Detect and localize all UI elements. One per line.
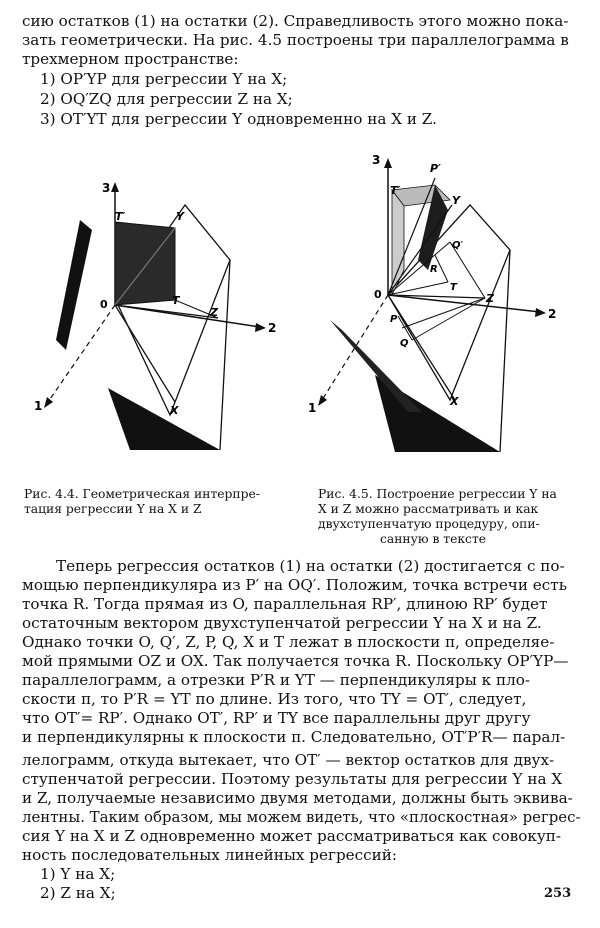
label-t: T — [172, 294, 180, 307]
vector-ox — [388, 295, 455, 400]
label-q: Q — [400, 338, 409, 349]
label-t-prime: T′ — [390, 184, 401, 197]
label-axis-3: 3 — [102, 181, 111, 195]
body-line-12: ступенчатой регрессии. Поэтому результаты для регрессии Y на X — [22, 770, 563, 788]
list-a-item-3: 3) OT′YT для регрессии Y одновременно на X и Z. — [40, 110, 437, 128]
list-b-item-2: 2) Z на X; — [40, 884, 116, 902]
line-pz — [402, 298, 485, 328]
label-axis-2: 2 — [268, 321, 277, 335]
label-t: T — [450, 282, 457, 293]
label-axis-2: 2 — [548, 307, 557, 321]
body-line-3: точка R. Тогда прямая из O, параллельная RP′, длиною RP′ будет — [22, 595, 548, 613]
body-line-6: мой прямыми OZ и OX. Так получается точка R. Поскольку OP′YP— — [22, 652, 569, 670]
plane-edge — [500, 250, 510, 452]
label-o: 0 — [100, 298, 108, 311]
label-x: X — [450, 395, 459, 408]
label-z: Z — [210, 306, 218, 319]
body-line-7: параллелограмм, а отрезки P′R и YT — перпендикуляры к пло- — [22, 671, 530, 689]
label-x: X — [170, 404, 179, 417]
list-a-item-2: 2) OQ′ZQ для регрессии Z на X; — [40, 90, 293, 108]
label-r: R — [430, 264, 438, 275]
axis-1-line — [48, 305, 115, 402]
label-z: Z — [486, 292, 494, 305]
body-line-1: Теперь регрессия остатков (1) на остатки (2) достигается с по- — [56, 557, 565, 575]
fig45-caption-line-1: Рис. 4.5. Построение регрессии Y на — [318, 487, 557, 501]
fig45-caption-line-2: X и Z можно рассматривать и как — [318, 502, 539, 516]
label-t-prime: T′ — [115, 210, 126, 223]
label-axis-1: 1 — [308, 401, 317, 415]
shadow-wedge — [108, 388, 220, 450]
intro-line-1: сию остатков (1) на остатки (2). Справедливость этого можно пока- — [22, 12, 569, 30]
axis-2-arrow-icon — [255, 323, 266, 332]
fig45-caption-line-3: двухступенчатую процедуру, опи- — [318, 517, 540, 531]
list-b-item-1: 1) Y на X; — [40, 865, 116, 883]
label-y: Y — [176, 210, 184, 223]
body-line-9: что OT′= RP′. Однако OT′, RP′ и TY все параллельны друг другу — [22, 709, 531, 727]
fig45-caption-line-4: санную в тексте — [380, 532, 487, 546]
body-line-15: сия Y на X и Z одновременно может рассматриваться как совокуп- — [22, 827, 562, 845]
body-line-5: Однако точки O, Q′, Z, P, Q, X и T лежат в плоскости π, определяе- — [22, 633, 555, 651]
fig44-caption-line-2: тация регрессии Y на X и Z — [24, 502, 202, 516]
body-line-2: мощью перпендикуляра из P′ на OQ′. Положим, точка встречи есть — [22, 576, 567, 594]
label-y: Y — [452, 194, 460, 207]
intro-line-2: зать геометрически. На рис. 4.5 построены три параллелограмма в — [22, 31, 569, 49]
body-line-11: лелограмм, откуда вытекает, что OT′ — вектор остатков для двух- — [22, 751, 555, 769]
fig44-caption-line-1: Рис. 4.4. Геометрическая интерпре- — [24, 487, 260, 501]
axis-1-arrow-icon — [44, 397, 53, 408]
body-line-13: и Z, получаемые независимо двумя методами, должны быть эквива- — [22, 789, 573, 807]
vector-ox — [115, 305, 175, 402]
intro-line-3: трехмерном пространстве: — [22, 50, 239, 68]
label-p-prime: P′ — [430, 162, 441, 175]
axis-3-arrow-icon — [384, 158, 392, 168]
label-p: P — [390, 314, 398, 325]
label-q-prime: Q′ — [452, 240, 464, 251]
page-number: 253 — [544, 886, 572, 901]
figure-4-4 — [20, 170, 290, 460]
label-axis-1: 1 — [34, 399, 43, 413]
label-axis-3: 3 — [372, 153, 381, 167]
body-line-16: ность последовательных линейных регрессий: — [22, 846, 398, 864]
body-line-8: скости π, то P′R = YT по длине. Из того, что TY = OT′, следует, — [22, 690, 527, 708]
line-pq — [398, 316, 412, 340]
figure-4-5 — [300, 150, 590, 460]
list-a-item-1: 1) OP′YP для регрессии Y на X; — [40, 70, 288, 88]
plane-edge — [220, 260, 230, 450]
axis-2-arrow-icon — [535, 308, 546, 317]
axis-1-arrow-icon — [318, 395, 327, 406]
line-qz — [412, 298, 485, 340]
dark-edge — [56, 220, 92, 350]
body-line-4: остаточным вектором двухступенчатой регрессии Y на X и на Z. — [22, 614, 542, 632]
label-o: 0 — [374, 288, 382, 301]
body-line-14: лентны. Таким образом, мы можем видеть, что «плоскостная» регрес- — [22, 808, 581, 826]
axis-3-arrow-icon — [111, 182, 119, 192]
body-line-10: и перпендикулярны к плоскости π. Следовательно, OT′P′R— парал- — [22, 728, 566, 746]
